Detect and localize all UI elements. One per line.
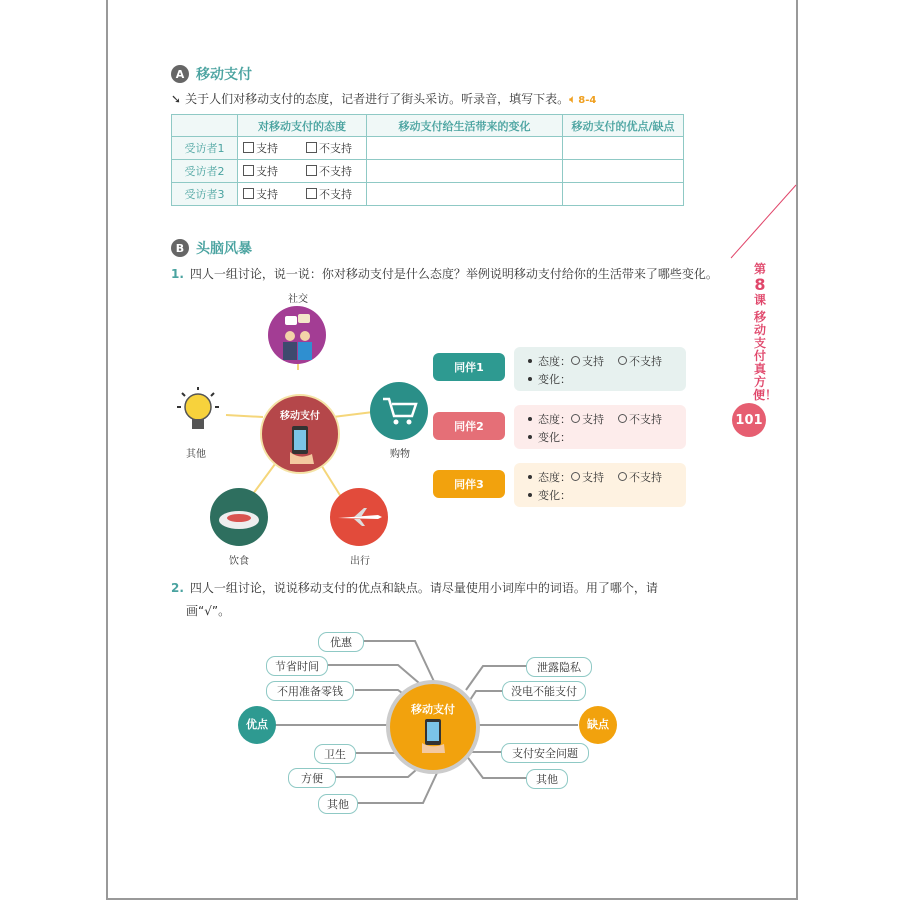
spoke-label-food: 饮食 [229,556,249,567]
option-oppose: 不支持 [319,142,352,155]
change-cell[interactable] [367,160,563,183]
partner-1-label: 同伴1 [433,353,505,381]
page-number: 101 [732,403,766,437]
lesson-suffix: 课 [753,293,766,307]
attitude-label: 态度： [538,355,571,368]
pros-word[interactable]: 方便 [288,768,336,788]
partner-3-label: 同伴3 [433,470,505,498]
change-cell[interactable] [367,137,563,160]
table-header-cell: 移动支付的优点/缺点 [563,115,684,137]
question-2-text: 四人一组讨论，说说移动支付的优点和缺点。请尽量使用小词库中的词语。用了哪个，请 [189,581,658,595]
spoke-label-travel: 出行 [350,556,370,567]
hub-mobile-pay [260,394,340,474]
checkbox[interactable] [243,142,254,153]
section-b-title: 头脑风暴 [196,241,252,257]
speaker-icon[interactable]: 🔈︎ [569,92,577,106]
airplane-icon [330,488,388,546]
option-support: 支持 [256,142,278,155]
checkbox[interactable] [306,188,317,199]
support-label: 支持 [582,471,604,484]
option-oppose: 不支持 [319,188,352,201]
table-header-cell: 对移动支付的态度 [238,115,367,137]
checkbox[interactable] [306,142,317,153]
checkbox[interactable] [243,165,254,176]
food-icon [210,488,268,546]
attitude-cell [238,183,367,206]
change-label: 变化： [538,373,571,386]
partner-2-label: 同伴2 [433,412,505,440]
instruction-text: 关于人们对移动支付的态度，记者进行了街头采访。听录音，填写下表。 [185,92,570,106]
row-label: 受访者1 [172,137,238,160]
phone-icon [416,717,450,753]
attitude-label: 态度： [538,413,571,426]
spoke-label-social: 社交 [288,294,308,305]
question-2-line2: 画“√”。 [186,604,231,618]
lesson-number: 8 [754,275,766,294]
attitude-label: 态度： [538,471,571,484]
table-row [172,160,684,183]
cons-word[interactable]: 其他 [526,769,568,789]
radio-oppose[interactable] [618,472,627,481]
radio-oppose[interactable] [618,356,627,365]
radio-support[interactable] [571,356,580,365]
question-2-number: 2. [171,581,184,595]
cons-word[interactable]: 支付安全问题 [501,743,589,763]
mindmap-center-label: 移动支付 [411,703,455,716]
oppose-label: 不支持 [629,471,662,484]
pros-word[interactable]: 优惠 [318,632,364,652]
hub-label: 移动支付 [280,410,320,422]
table-header-row [172,115,684,137]
spoke-label-other: 其他 [186,449,206,460]
pros-cons-cell[interactable] [563,160,684,183]
oppose-label: 不支持 [629,355,662,368]
lightbulb-icon [174,385,222,440]
option-support: 支持 [256,165,278,178]
support-label: 支持 [582,413,604,426]
question-1-text: 四人一组讨论，说一说：你对移动支付是什么态度？举例说明移动支付给你的生活带来了哪些变化。 [189,267,718,281]
audio-track-label: 8-4 [578,95,597,106]
partner-2-card [514,405,686,449]
option-oppose: 不支持 [319,165,352,178]
table-row [172,137,684,160]
attitude-cell [238,160,367,183]
cons-word[interactable]: 泄露隐私 [526,657,592,677]
mindmap-center [386,680,480,774]
option-support: 支持 [256,188,278,201]
pros-word[interactable]: 其他 [318,794,358,814]
pros-cons-cell[interactable] [563,137,684,160]
question-2 [171,579,658,596]
radio-oppose[interactable] [618,414,627,423]
question-1-number: 1. [171,267,184,281]
pros-badge: 优点 [238,706,276,744]
section-b-heading [171,238,252,258]
section-b-badge: B [171,239,189,257]
row-label: 受访者2 [172,160,238,183]
section-a-instruction [171,90,596,107]
pros-word[interactable]: 不用准备零钱 [266,681,354,701]
interview-table [171,114,684,206]
shopping-cart-icon [370,382,428,440]
pros-word[interactable]: 卫生 [314,744,356,764]
attitude-cell [238,137,367,160]
cons-word[interactable]: 没电不能支付 [502,681,586,701]
lesson-title: 移动支付真方便！ [753,310,778,402]
section-a-title: 移动支付 [196,67,252,83]
phone-icon [280,422,320,464]
pros-cons-cell[interactable] [563,183,684,206]
row-label: 受访者3 [172,183,238,206]
section-a-heading [171,64,252,84]
support-label: 支持 [582,355,604,368]
partner-3-card [514,463,686,507]
checkbox[interactable] [306,165,317,176]
table-header-cell [172,115,238,137]
cons-badge: 缺点 [579,706,617,744]
change-label: 变化： [538,431,571,444]
table-header-cell: 移动支付给生活带来的变化 [367,115,563,137]
radio-support[interactable] [571,472,580,481]
spoke-label-shopping: 购物 [390,449,410,460]
lesson-tab [750,262,778,402]
table-row [172,183,684,206]
checkbox[interactable] [243,188,254,199]
textbook-page [106,0,798,900]
lesson-prefix: 第 [753,262,766,276]
oppose-label: 不支持 [629,413,662,426]
change-label: 变化： [538,489,571,502]
arrow-icon: ➘ [171,92,182,106]
question-1 [171,265,718,282]
social-icon [268,306,326,364]
change-cell[interactable] [367,183,563,206]
pros-word[interactable]: 节省时间 [266,656,328,676]
corner-decoration-line [723,180,798,260]
section-a-badge: A [171,65,189,83]
radio-support[interactable] [571,414,580,423]
partner-1-card [514,347,686,391]
